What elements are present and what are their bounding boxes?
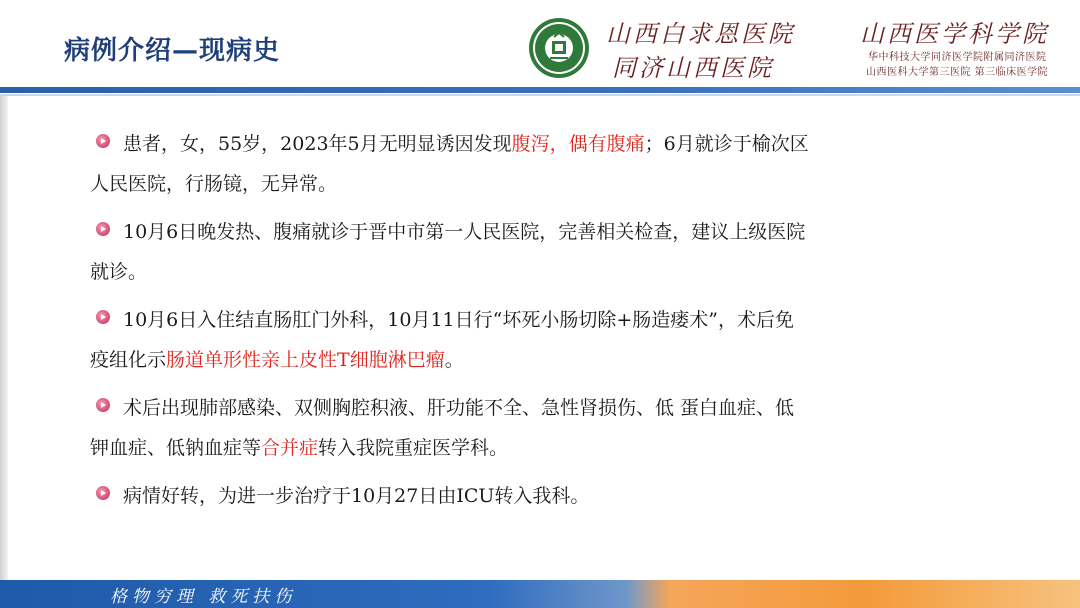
bullet-text-continuation (90, 428, 940, 468)
bullet-arrow-icon (96, 398, 110, 412)
page-title: 病例介绍—现病史 (64, 36, 281, 66)
bullet-text-line (123, 212, 940, 252)
footer-motto: 格物穷理 救死扶伤 (110, 587, 297, 607)
logo-a-name-line1: 山西白求恩医院 (606, 20, 795, 48)
text-segment: 就诊。 (90, 261, 148, 283)
logo-b-name-line1: 山西医学科学院 (860, 20, 1049, 48)
text-segment: 术后出现肺部感染、双侧胸腔积液、肝功能不全、急性肾损伤、低 蛋白血症、低 (123, 397, 795, 419)
bullet-arrow-icon (96, 222, 110, 236)
bullet-arrow-icon (96, 486, 110, 500)
bullet-text-continuation (90, 340, 940, 380)
text-segment: 疫组化示 (90, 349, 167, 371)
text-segment: 10月6日入住结直肠肛门外科，10月11日行“坏死小肠切除+肠造瘘术”，术后免 (123, 309, 794, 331)
highlighted-text: 合并症 (261, 437, 319, 459)
logo-b-subtitle-1: 华中科技大学同济医学院附属同济医院 (868, 52, 1047, 63)
logo-b-subtitle-2: 山西医科大学第三医院 第三临床医学院 (866, 67, 1049, 78)
header-divider-bar (0, 87, 1080, 93)
bullet-arrow-icon (96, 134, 110, 148)
text-segment: 患者，女，55岁，2023年5月无明显诱因发现 (123, 133, 512, 155)
text-segment: ；6月就诊于榆次区 (644, 133, 809, 155)
highlighted-text: 腹泻，偶有腹痛 (511, 133, 645, 155)
text-segment: 10月6日晚发热、腹痛就诊于晋中市第一人民医院，完善相关检查，建议上级医院 (123, 221, 806, 243)
text-segment: 。 (444, 349, 464, 371)
bullet-text-continuation (90, 252, 940, 292)
text-segment: 人民医院，行肠镜，无异常。 (90, 173, 338, 195)
text-segment: 病情好转，为进一步治疗于10月27日由ICU转入我科。 (123, 485, 590, 507)
highlighted-text: 肠道单形性亲上皮性T细胞淋巴瘤 (166, 349, 445, 371)
text-segment: 转入我院重症医学科。 (318, 437, 509, 459)
bullet-text-line (123, 300, 940, 340)
bullet-text-continuation (90, 164, 940, 204)
logo-a-name-line2: 同济山西医院 (612, 54, 774, 82)
header-divider-thin (0, 94, 1080, 96)
bullet-item (90, 388, 940, 468)
text-segment: 钾血症、低钠血症等 (90, 437, 262, 459)
bullet-arrow-icon (96, 310, 110, 324)
hospital-seal-logo (528, 17, 590, 79)
left-edge-shadow (0, 96, 8, 580)
bullet-text-line (123, 388, 940, 428)
bullet-item (90, 212, 940, 292)
bullet-item (90, 476, 940, 516)
bullet-item (90, 124, 940, 204)
bullet-text-line (123, 476, 940, 516)
bullet-text-line (123, 124, 940, 164)
history-bullet-list (90, 124, 940, 524)
bullet-item (90, 300, 940, 380)
